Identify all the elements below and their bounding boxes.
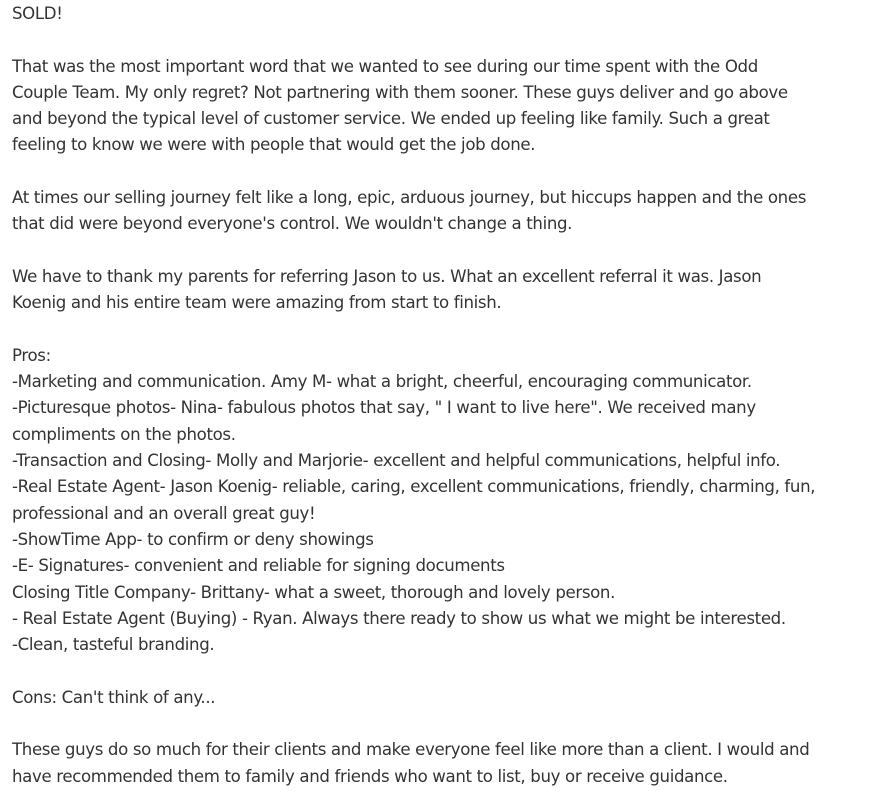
- pros-heading: Pros:: [12, 345, 51, 365]
- paragraph-line: That was the most important word that we wanted to see during our time spent with the Odd: [12, 56, 758, 76]
- pros-item: -Transaction and Closing- Molly and Marjorie- excellent and helpful communications, helpful info.: [12, 451, 781, 471]
- pros-item: -Real Estate Agent- Jason Koenig- reliable, caring, excellent communications, friendly, charming, fun,: [12, 477, 816, 497]
- paragraph-line: Koenig and his entire team were amazing from start to finish.: [12, 293, 502, 313]
- pros-item: -Picturesque photos- Nina- fabulous photos that say, " I want to live here". We received many: [12, 398, 756, 418]
- paragraph-closing: [12, 737, 882, 790]
- pros-item: -E- Signatures- convenient and reliable for signing documents: [12, 556, 505, 576]
- pros-item: -Marketing and communication. Amy M- what a bright, cheerful, encouraging communicator.: [12, 372, 752, 392]
- paragraph-spacer: [12, 159, 882, 185]
- paragraph-line: have recommended them to family and friends who want to list, buy or receive guidance.: [12, 766, 728, 786]
- paragraph-line: At times our selling journey felt like a long, epic, arduous journey, but hiccups happen and the ones: [12, 188, 806, 208]
- pros-section: [12, 343, 882, 659]
- review-text: [12, 0, 882, 790]
- paragraph-line: that did were beyond everyone's control. We wouldn't change a thing.: [12, 214, 573, 234]
- pros-item: - Real Estate Agent (Buying) - Ryan. Always there ready to show us what we might be interested.: [12, 608, 786, 628]
- paragraph-line: feeling to know we were with people that would get the job done.: [12, 135, 536, 155]
- pros-item: -Clean, tasteful branding.: [12, 635, 215, 655]
- paragraph-line: We have to thank my parents for referring Jason to us. What an excellent referral it was. Jason: [12, 266, 762, 286]
- pros-item: professional and an overall great guy!: [12, 503, 316, 523]
- cons-line: Cons: Can't think of any...: [12, 687, 216, 707]
- pros-item: compliments on the photos.: [12, 424, 236, 444]
- paragraph-journey: [12, 185, 882, 238]
- paragraph-line: and beyond the typical level of customer service. We ended up feeling like family. Such a great: [12, 109, 770, 129]
- paragraph-intro: [12, 54, 882, 159]
- pros-item: Closing Title Company- Brittany- what a sweet, thorough and lovely person.: [12, 582, 616, 602]
- paragraph-line: These guys do so much for their clients and make everyone feel like more than a client. I would and: [12, 740, 810, 760]
- paragraph-spacer: [12, 711, 882, 737]
- paragraph-spacer: [12, 27, 882, 53]
- paragraph-spacer: [12, 317, 882, 343]
- review-headline: SOLD!: [12, 4, 63, 23]
- paragraph-spacer: [12, 238, 882, 264]
- paragraph-spacer: [12, 658, 882, 684]
- paragraph-line: Couple Team. My only regret? Not partnering with them sooner. These guys deliver and go above: [12, 82, 788, 102]
- paragraph-referral: [12, 264, 882, 317]
- pros-item: -ShowTime App- to confirm or deny showings: [12, 529, 374, 549]
